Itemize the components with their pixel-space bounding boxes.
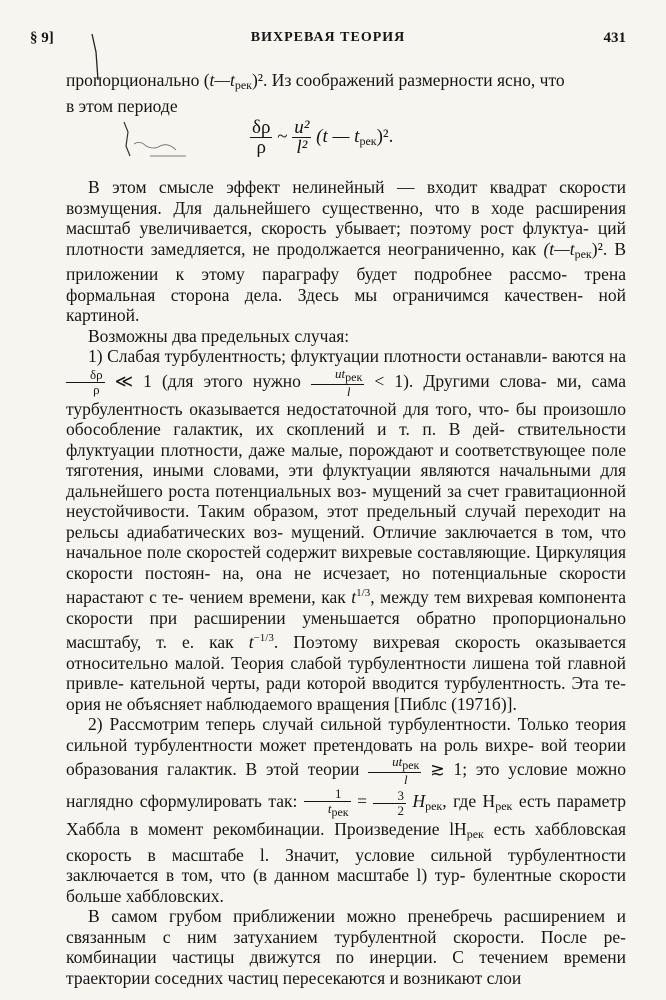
formula-lhs: $\frac{\delta\rho}{\rho}$ bbox=[252, 117, 271, 158]
top-line-2: в этом периоде bbox=[66, 95, 178, 116]
three-halves-fraction: $\frac{3}{2}$ bbox=[373, 789, 406, 818]
body-text bbox=[66, 177, 626, 988]
top-lines bbox=[66, 70, 626, 116]
paragraph-case-2: 2) Рассмотрим теперь случай сильной турбулентности. Только теория сильной турбулентности может претендовать на роль вихре- вой теории образования галактик. В этой теории $\frac{\text{utрек}}{l}$ ≳ 1; это условие можно наглядно сформулировать так: $\frac{1}{\text{tрек}}$ = $\frac{3}{2}$ $H_{рек}$, где $H_{рек}$ есть параметр Хаббла в момент рекомбинации. Произведение $lH_{рек}$ есть хаббловская скорость в масштабе l. Значит, условие сильной турбулентности заключается в том, что (в данном масштабе l) тур- булентные скорости больше хаббловских. bbox=[66, 714, 627, 906]
formula-rhs: $\frac{\text{u²}}{\text{l²}}$ bbox=[294, 117, 310, 158]
formula-sim: ~ bbox=[277, 125, 288, 147]
page-header bbox=[30, 28, 626, 50]
one-over-t-fraction: $\frac{1}{\text{tрек}}$ bbox=[304, 787, 351, 819]
paragraph-1: В этом смысле эффект нелинейный — входит квадрат скорости возмущения. Для дальнейшего существенно, что в ходе расширения масштаб увеличивается, скорость убывает; поэтому рост флуктуа- ций плотности замедляется, не продолжается неограниченно, как $(t—t_{рек})^2$. В приложении к этому параграфу будет подробнее рассмо- трена формальная сторона дела. Здесь мы ограничимся качествен- ной картиной. bbox=[66, 177, 627, 325]
top-line-1: пропорционально $(t—t_{рек})^2$. Из соображений размерности ясно, что bbox=[66, 70, 565, 92]
paragraph-last: В самом грубом приближении можно пренебречь расширением и связанным с ним затуханием турбулентной скорости. После ре- комбинации частицы движутся по инерции. С течением времени траектории соседних частиц пересекаются и возникают слои bbox=[66, 906, 626, 988]
u-t-over-l-fraction: $\frac{\text{utрек}}{l}$ bbox=[311, 367, 364, 399]
section-ref: § 9] bbox=[30, 30, 54, 46]
handwritten-doodle bbox=[120, 118, 190, 160]
page-number: 431 bbox=[603, 30, 626, 46]
main-formula: $\frac{\delta\rho}{\rho}$ ~ $\frac{\text{u²}}{\text{l²}}$ (t — $t_{рек})^2$. bbox=[252, 117, 394, 158]
running-title: ВИХРЕВАЯ ТЕОРИЯ bbox=[250, 30, 406, 45]
strong-turbulence-fraction: $\frac{\text{utрек}}{l}$ bbox=[368, 755, 421, 787]
delta-rho-fraction: $\frac{\delta\rho}{\rho}$ bbox=[66, 368, 105, 397]
paragraph-2: Возможны два предельных случая: bbox=[88, 325, 350, 346]
paragraph-case-1: 1) Слабая турбулентность; флуктуации плотности останавли- ваются на $\frac{\delta\rho}{\rho}$ ≪ 1 (для этого нужно $\frac{\text{utрек}}{l}$ < 1). Другими слова- ми, сама турбулентность оказывается недостаточной для того, что- бы произошло обособление галактик, их скоплений и т. п. В дей- ствительности флуктуации плотности, даже малые, порождают и соответствующее поле тяготения, иными словами, эти флуктуации являются начальными для дальнейшего роста потенциальных воз- мущений за счет гравитационной неустойчивости. Таким образом, этот предельный случай переходит на рельсы адиабатических воз- мущений. Отличие заключается в том, что начальное поле скоростей содержит вихревые составляющие. Циркуляция скорости постоян- на, она не исчезает, но потенциальные скорости нарастают с те- чением времени, как $t^{1/3}$, между тем вихревая компонента скорости при расширении уменьшается обратно пропорционально масштабу, т. е. как $t^{-1/3}$. Поэтому вихревая скорость оказывается относительно малой. Теория слабой турбулентности лишена той главной привле- кательной черты, ради которой вводится турбулентность. Эта те- ория не объясняет наблюдаемого вращения [Пиблс (1971б)]. bbox=[66, 346, 627, 714]
